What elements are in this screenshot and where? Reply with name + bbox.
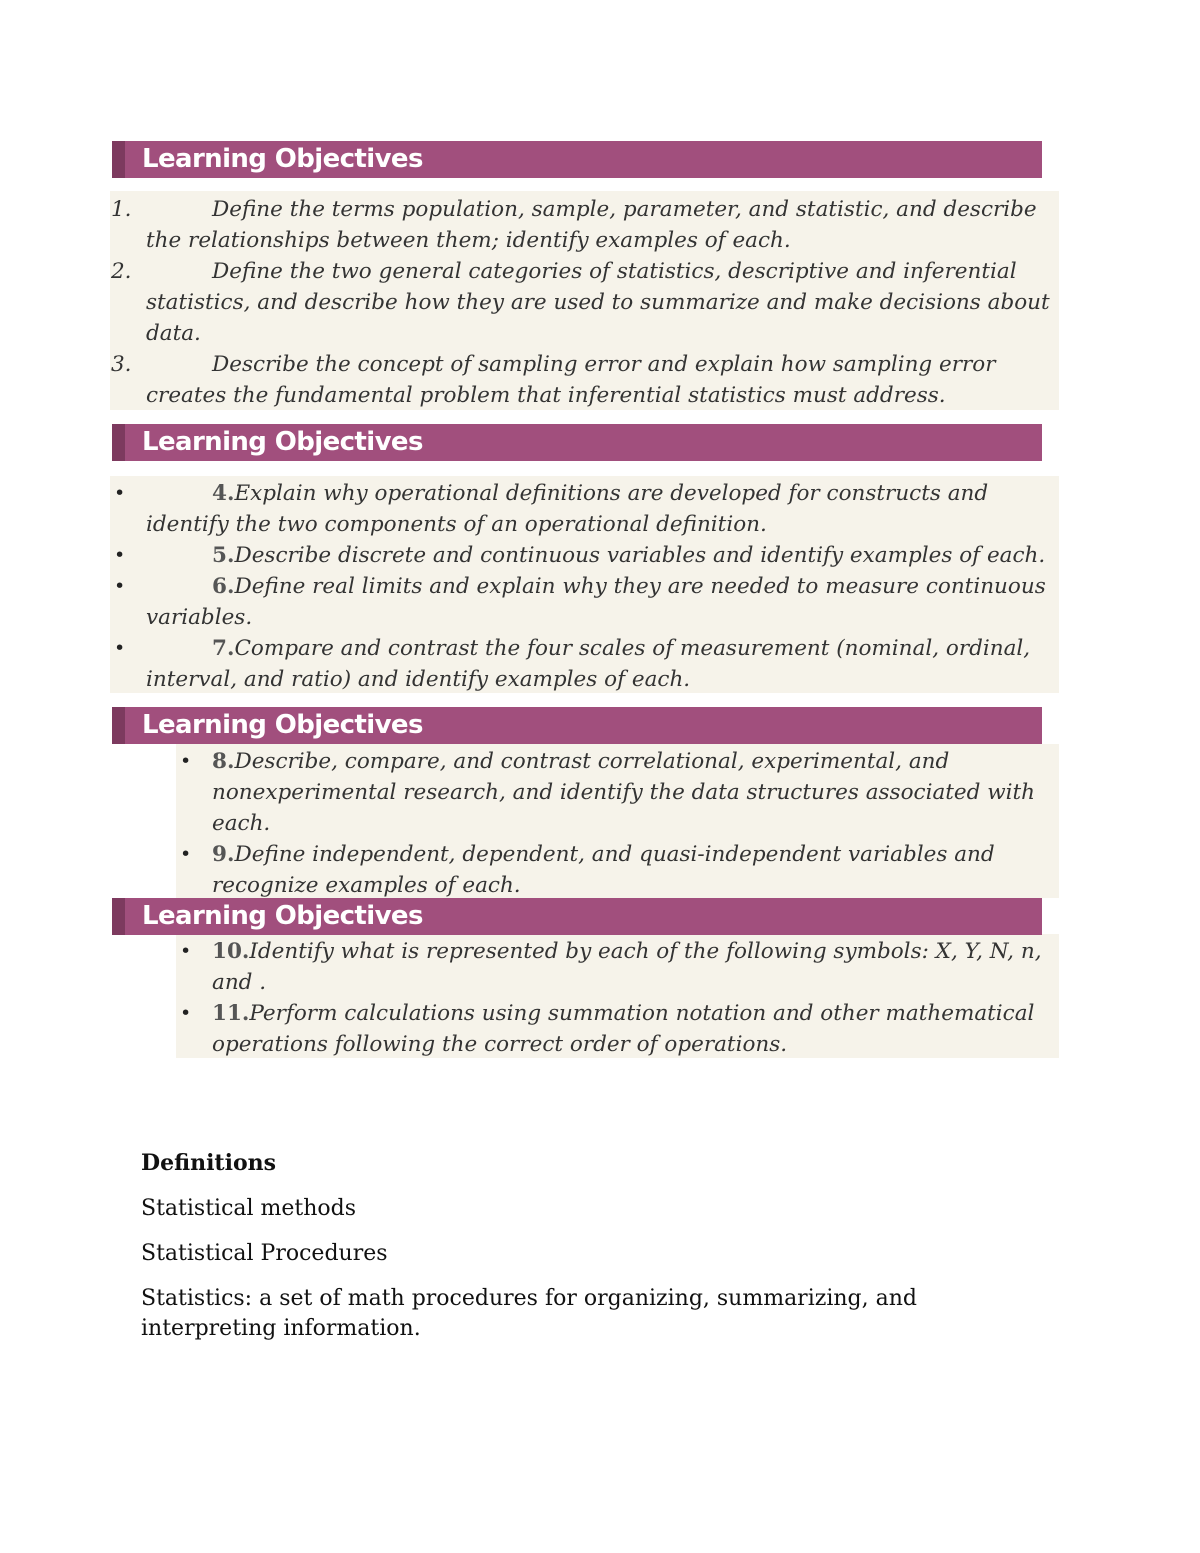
objective-number: 11. — [212, 1001, 250, 1026]
bullet: • — [114, 544, 126, 566]
section-title: Learning Objectives — [142, 427, 423, 457]
objective-number: 6. — [212, 574, 235, 599]
definition-line: Statistical methods — [141, 1196, 357, 1221]
list-number: 2. — [111, 259, 132, 284]
bullet: • — [180, 750, 192, 772]
section-title: Learning Objectives — [142, 144, 423, 174]
objective-text: Describe discrete and continuous variables and identify examples of each. — [234, 543, 1046, 568]
objective-text: Define the terms population, sample, parameter, and statistic, and describe the relationships between them; identify examples of each. — [146, 197, 1037, 253]
definition-line: Statistics: a set of math procedures for organizing, summarizing, and interpreting information. — [141, 1286, 917, 1341]
bullet: • — [180, 843, 192, 865]
bullet: • — [180, 940, 192, 962]
bullet: • — [114, 637, 126, 659]
objective-item-7 — [114, 633, 1051, 695]
section-title: Learning Objectives — [142, 710, 423, 740]
objective-item-5 — [114, 540, 1051, 571]
objective-text: Explain why operational definitions are developed for constructs and identify the two components of an operational definition. — [146, 481, 989, 537]
objective-item-9 — [180, 839, 1052, 901]
objective-number: 4. — [212, 481, 235, 506]
section-header-1 — [112, 141, 1042, 178]
objective-number: 9. — [212, 842, 235, 867]
objective-text: Define the two general categories of statistics, descriptive and inferential statistics, and describe how they are used to summarize and make decisions about data. — [146, 259, 1050, 346]
objective-item-6 — [114, 571, 1051, 633]
list-number: 3. — [111, 352, 132, 377]
objective-text: Perform calculations using summation notation and other mathematical operations following the correct order of operations. — [212, 1001, 1035, 1057]
objective-text: Compare and contrast the four scales of measurement (nominal, ordinal, interval, and ratio) and identify examples of each. — [146, 636, 1031, 692]
objective-item-11 — [180, 998, 1052, 1060]
definition-line: Statistical Procedures — [141, 1241, 388, 1266]
objective-text: Define real limits and explain why they are needed to measure continuous variables. — [146, 574, 1046, 630]
objective-number: 8. — [212, 749, 235, 774]
objective-item-2 — [111, 256, 1051, 349]
section-title: Learning Objectives — [142, 901, 423, 931]
objective-item-10 — [180, 936, 1052, 998]
bullet: • — [114, 482, 126, 504]
objective-item-8 — [180, 746, 1052, 839]
objective-number: 10. — [212, 939, 250, 964]
bullet: • — [180, 1002, 192, 1024]
objective-number: 5. — [212, 543, 235, 568]
objective-text: Define independent, dependent, and quasi-independent variables and recognize examples of each. — [212, 842, 995, 898]
section-header-4 — [112, 898, 1042, 935]
objective-number: 7. — [212, 636, 235, 661]
list-number: 1. — [111, 197, 132, 222]
objective-item-3 — [111, 349, 1051, 411]
section-header-2 — [112, 424, 1042, 461]
definitions-heading: Definitions — [141, 1150, 276, 1176]
bullet: • — [114, 575, 126, 597]
objective-text: Identify what is represented by each of the following symbols: X, Y, N, n, and . — [212, 939, 1042, 995]
section-header-3 — [112, 707, 1042, 744]
objective-text: Describe, compare, and contrast correlational, experimental, and nonexperimental research, and identify the data structures associated with each. — [212, 749, 1035, 836]
objective-item-1 — [111, 194, 1051, 256]
objective-item-4 — [114, 478, 1051, 540]
objective-text: Describe the concept of sampling error and explain how sampling error creates the fundamental problem that inferential statistics must address. — [146, 352, 996, 408]
